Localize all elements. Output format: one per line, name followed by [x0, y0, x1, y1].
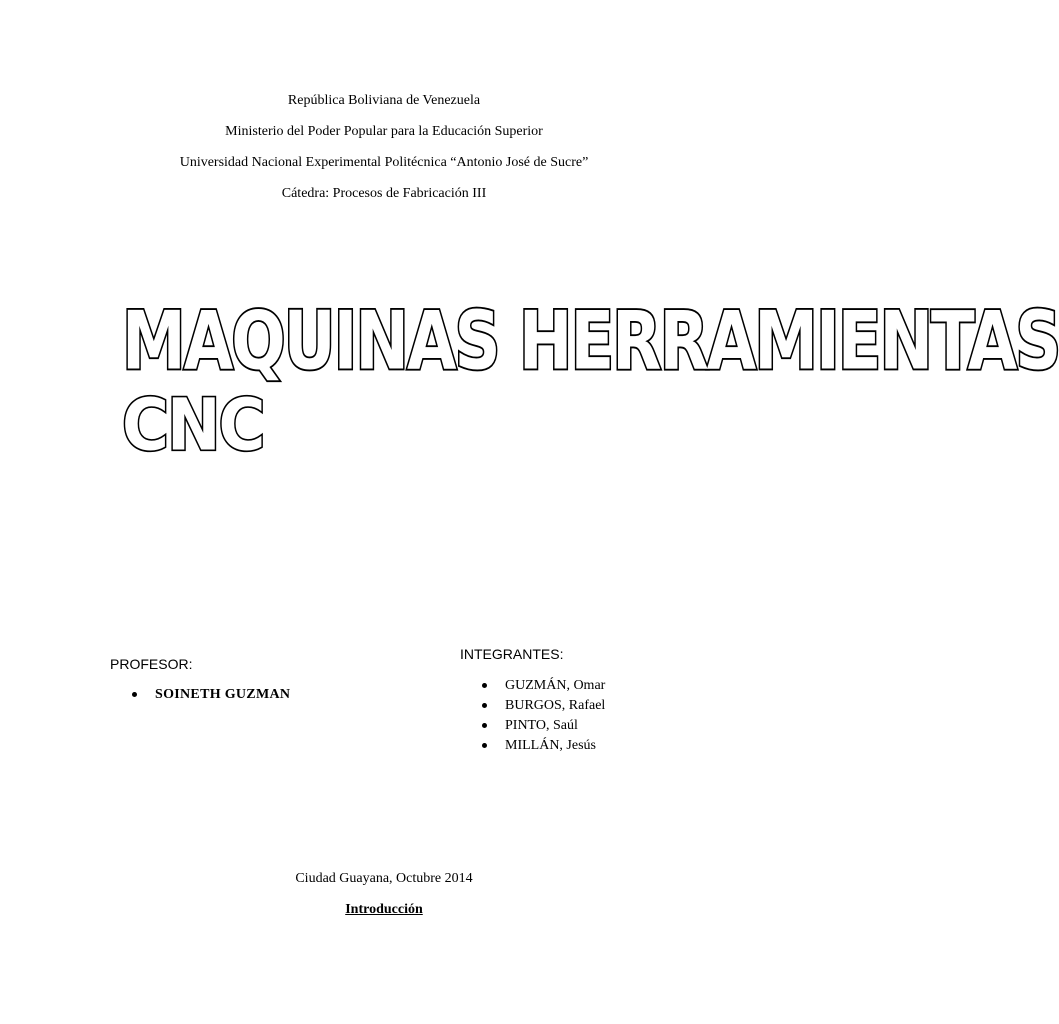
member-item: BURGOS, Rafael [505, 698, 606, 713]
member-item: MILLÁN, Jesús [505, 738, 596, 753]
title-line-1: MAQUINAS HERRAMIENTAS [122, 295, 1059, 389]
bullet-icon [482, 683, 487, 688]
header-university: Universidad Nacional Experimental Politécnica “Antonio José de Sucre” [179, 155, 589, 170]
members-label: INTEGRANTES: [460, 646, 564, 662]
bullet-icon [482, 743, 487, 748]
header-ministry: Ministerio del Poder Popular para la Educación Superior [225, 124, 543, 139]
member-item: PINTO, Saúl [505, 718, 578, 733]
bullet-icon [132, 692, 137, 697]
section-heading [0, 901, 768, 919]
header-course: Cátedra: Procesos de Fabricación III [281, 186, 487, 201]
professor-name: SOINETH GUZMAN [155, 687, 291, 702]
bullet-icon [482, 703, 487, 708]
title-line-2: CNC [122, 384, 264, 468]
header-country: República Boliviana de Venezuela [287, 93, 481, 108]
bullet-icon [482, 723, 487, 728]
member-item: GUZMÁN, Omar [505, 678, 606, 693]
introduction-heading: Introducción [345, 902, 423, 917]
professor-label: PROFESOR: [110, 656, 193, 672]
place-date: Ciudad Guayana, Octubre 2014 [295, 871, 473, 886]
